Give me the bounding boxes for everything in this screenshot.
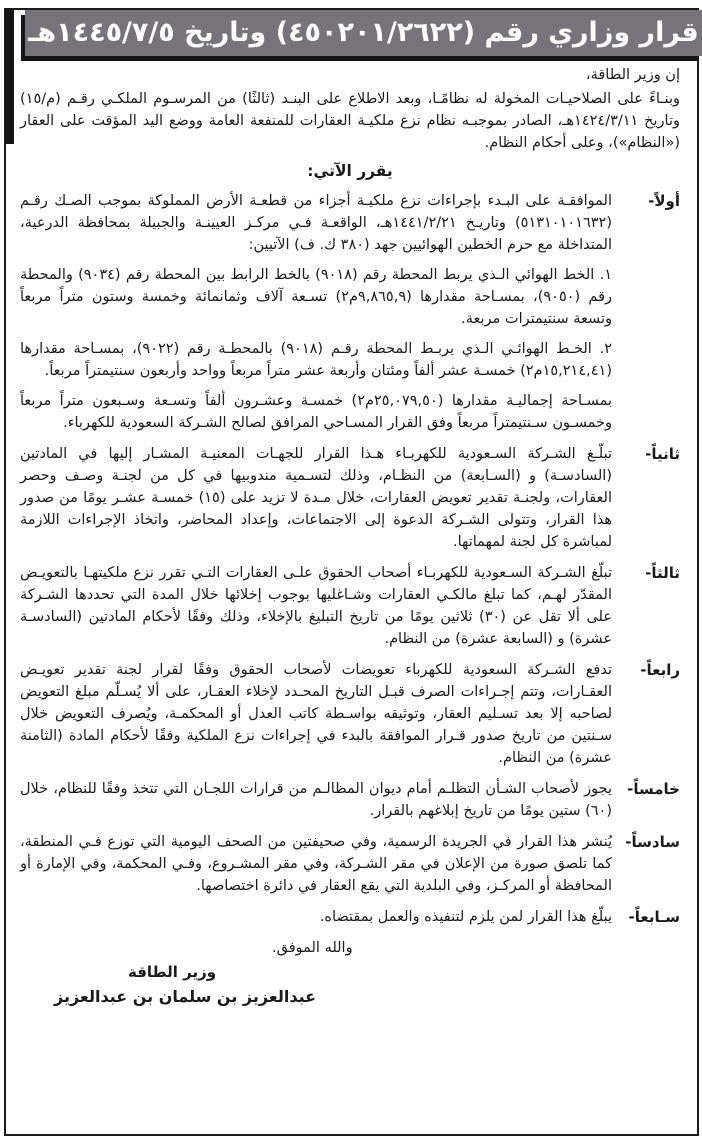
section-fourth (20, 659, 680, 769)
section-body (20, 831, 612, 897)
section-sixth (20, 831, 680, 897)
left-accent-bar (5, 8, 14, 144)
decree-intro: يقرر الآتي: (307, 162, 393, 180)
section-third (20, 562, 680, 650)
section-paragraph: ١. الخط الهوائي الـذي يربط المحطة رقم (٩٠١٨) بالخط الرابط بين المحطة رقم (٩٠٣٤) والمحطة رقم (٩٠٥٠)، بمسـاحة مقدارها (٩,٨٦٥,٩م٢) تسـعة آلاف وثمانمائة وخمسة وستون متراً مربعاً وتسعة سنتيمترات مربعة. (20, 267, 612, 327)
section-paragraph: يُنشر هذا القرار في الجريدة الرسمية، وفي صحيفتين من الصحف اليومية التي توزع فـي المنطقة، كما تلصق صورة من الإعلان في مقر الشـركة، وفي مقر المشـروع، وفـي المحكمة، وفي الإمارة أو المحافظة أو المركـز، وفي البلدية التي يقع العقار في دائرة اختصاصها. (20, 834, 612, 894)
section-paragraph: يجوز لأصحاب الشـأن التظلـم أمام ديوان المظالـم من قرارات اللجـان التي تتخذ وفقًا للنظام، خلال (٦٠) ستين يومًا من تاريخ إبلاغهم بالقرار. (20, 781, 612, 819)
section-paragraph: يبلّغ هذا القرار لمن يلزم لتنفيذه والعمل بمقتضاه. (319, 909, 612, 925)
section-paragraph: تبلّغ الشـركة السـعودية للكهربـاء أصحاب الحقوق علـى العقارات التـي تقرر نزع ملكيتهـا بالتعويـض المقدّر لهـم، كما تبلغ مالكـي العقارات وشـاغليها بوجوب إخلائها خلال المدة التي تحددها الشـركة على ألا تقل عن (٣٠) ثلاثين يومًا من تاريخ التبليغ بالإخلاء، وذلك وفقًا لأحكام المادتين (السادسـة عشرة) و (السابعة عشرة) من النظام. (20, 565, 612, 647)
section-body (20, 190, 612, 434)
signature-name: عبدالعزيز بن سلمان بن عبدالعزيز (54, 987, 317, 1006)
section-paragraph: الموافقـة على البـدء بإجراءات نزع ملكيـة أجزاء من قطعـة الأرض المملوكة بموجب الصـك رقـم (٥١٣١٠١٠١٦٣٢) وتاريـخ ١٤٤١/٢/٢١هـ، الواقعـة فـي مركـز العيينـة والجبيلة بمحافظة الدرعية، المتداخلة مع حرم الخطين الهوائيين جهد (٣٨٠ ك. ف) الآتيين: (20, 193, 612, 253)
section-paragraph: تدفع الشـركة السعودية للكهرباء تعويضات لأصحاب الحقوق وفقًا لقرار لجنة تقدير تعويـض العقـارات، وتتم إجـراءات الصرف قبـل التاريخ المحـدد لإخلاء العقـار، على ألا يُسـلّم مبلغ التعويض لصاحبه إلا بعد تسـليم العقار، وتوثيقه بواسـطة كاتب العدل أو المحكمـة، ويُصرف التعويض خلال سـنتين من تاريخ صدور قـرار الموافقة بالبدء في إجراءات نزع الملكية وفقًا لأحكام المادة (الثامنة عشرة) من النظام. (20, 662, 612, 766)
preamble-opening: إن وزير الطاقة، (585, 67, 680, 83)
section-body (20, 659, 612, 769)
section-second (20, 443, 680, 553)
section-label: ثانياً- (645, 445, 680, 463)
section-body (20, 778, 612, 822)
section-body (20, 906, 612, 928)
section-paragraph: ٢. الخـط الهوائـي الـذي يربـط المحطة رقـم (٩٠١٨) بالمحطـة رقم (٩٠٢٢)، بمسـاحة مقدارها (١٥,٢١٤,٤١م٢) خمسـة عشر ألفاً ومئتان وأربعة عشر متراً مربعاً وواحد وأربعون سنتيمتراً مربعاً. (20, 341, 612, 379)
section-label: سـابعاً- (628, 908, 680, 926)
section-label: سادساً- (625, 833, 680, 851)
signature-title: وزير الطاقة (128, 963, 217, 981)
decree-body (20, 64, 680, 1008)
section-seventh (20, 906, 680, 928)
section-label: ثالثاً- (645, 564, 680, 582)
section-paragraph: بمسـاحة إجماليـة مقدارها (٢٥,٠٧٩,٥٠م٢) خمسـة وعشـرون ألفاً وتسـعة وسـبعون متراً مربعاً وخمسـون سـنتيمتراً مربعاً وفق القرار المسـاحي المرافق لصالح الشـركة السعودية للكهرباء. (20, 393, 612, 431)
section-body (20, 562, 612, 650)
decree-title: قرار وزاري رقم (٤٥٠٢٠١/٢٦٢٢) وتاريخ ١٤٤٥/٧/٥هـ (28, 17, 699, 48)
section-paragraph: تبلّـغ الشـركة السـعودية للكهربـاء هـذا القرار للجهـات المعنيـة المشـار إليها في المادتين (السادسـة) و (السـابعة) من النظـام، وذلك لتسـمية مندوبيها في كل من لجنـة وصـف وحصر العقارات، ولجنـة تقدير تعويض العقارات، خلال مـدة لا تزيد على (١٥) خمسـة عشـر يومًا من صدور هذا القرار، وتتولى الشـركة الدعوة إلى الاجتماعات، وإعداد المحاضر، واتخاذ الإجراءات اللازمة لمباشرة كل لجنة لمهماتها. (20, 446, 612, 550)
decree-title-banner (25, 10, 702, 56)
section-label: رابعاً- (640, 661, 680, 679)
section-label: خامساً- (627, 780, 680, 798)
closing-blessing: والله الموفق. (272, 940, 353, 956)
section-label: أولاً- (648, 192, 680, 210)
section-fifth (20, 778, 680, 822)
section-body (20, 443, 612, 553)
preamble-basis: وبنـاءً على الصلاحيـات المخولة له نظامًـا، وبعد الاطلاع على البنـد (ثالثًا) من المرسـوم الملكـي رقـم (م/١٥) وتاريخ ١٤٢٤/٣/١١هـ، الصادر بموجبـه نظام نزع ملكيـة العقارات للمنفعة العامة ووضع اليد المؤقت على العقار («النظام»)، وعلى أحكام النظام. (20, 91, 680, 151)
section-first (20, 190, 680, 434)
